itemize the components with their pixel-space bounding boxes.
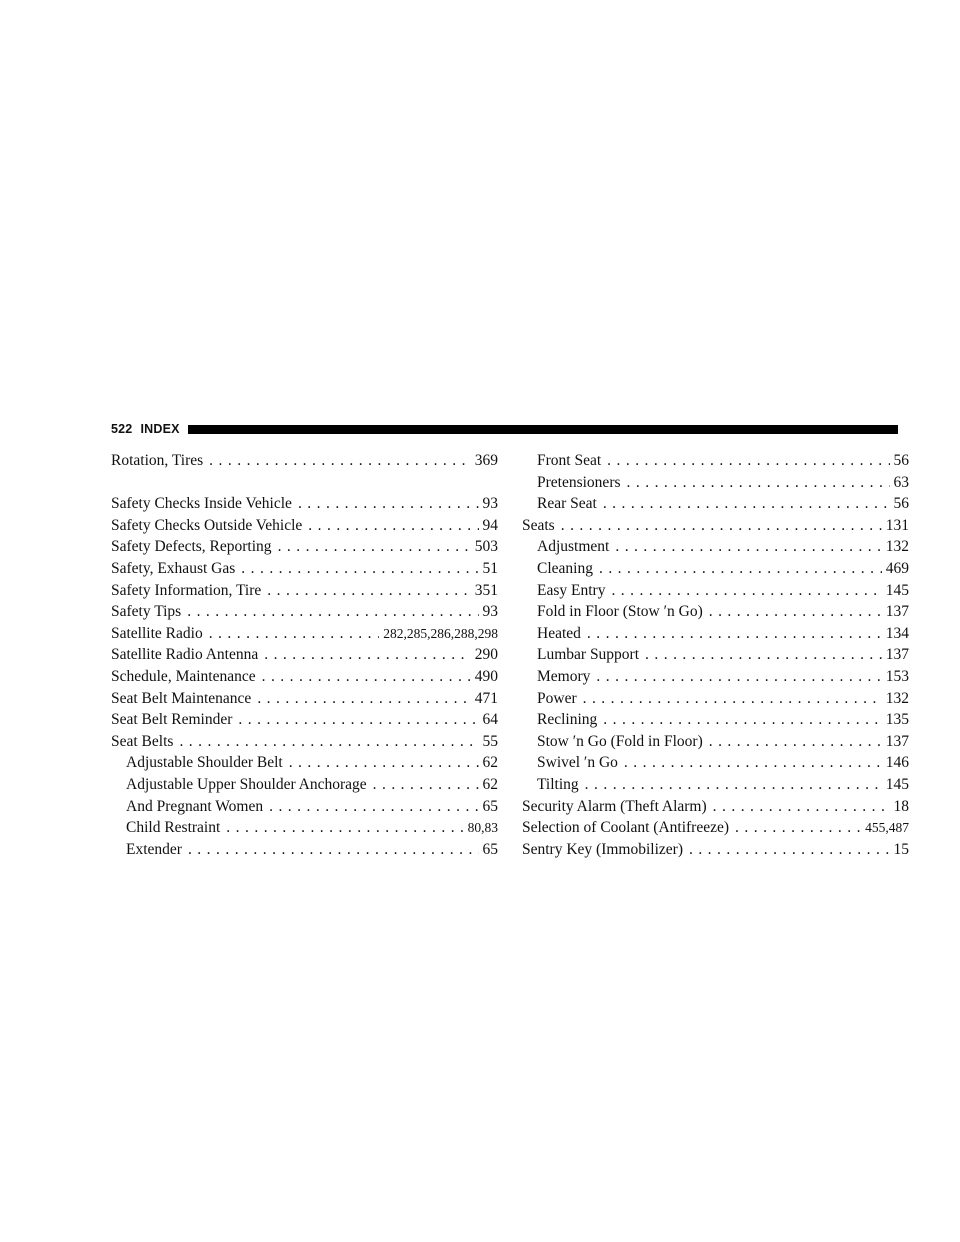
dot-leader xyxy=(627,472,890,494)
entry-term: Safety Tips xyxy=(111,603,182,621)
entry-term: Sentry Key (Immobilizer) xyxy=(522,840,683,858)
dot-leader xyxy=(596,666,881,688)
entry-term: Stow ′n Go (Fold in Floor) xyxy=(537,732,703,750)
index-subentry xyxy=(522,644,909,666)
entry-pages: 18 xyxy=(893,797,909,815)
dot-leader xyxy=(689,839,890,861)
index-entry xyxy=(111,709,498,731)
index-subentry xyxy=(111,817,498,839)
entry-term: Safety Information, Tire xyxy=(111,581,262,599)
entry-pages: 455,487 xyxy=(865,820,909,836)
entry-term: Adjustment xyxy=(537,538,610,556)
dot-leader xyxy=(624,752,882,774)
entry-pages: 145 xyxy=(885,581,909,599)
entry-pages: 56 xyxy=(893,495,909,513)
entry-term: Safety Defects, Reporting xyxy=(111,538,272,556)
index-column-left xyxy=(111,450,498,860)
index-subentry xyxy=(522,536,909,558)
dot-leader xyxy=(187,601,478,623)
entry-pages: 135 xyxy=(885,711,909,729)
index-subentry xyxy=(522,774,909,796)
dot-leader xyxy=(278,536,471,558)
entry-pages: 80,83 xyxy=(467,820,498,836)
entry-term: Safety, Exhaust Gas xyxy=(111,559,236,577)
index-entry xyxy=(111,623,498,645)
entry-term: Seat Belt Reminder xyxy=(111,711,233,729)
index-entry xyxy=(111,644,498,666)
dot-leader xyxy=(583,688,882,710)
index-entry xyxy=(522,515,909,537)
entry-term: Seat Belts xyxy=(111,732,174,750)
dot-leader xyxy=(611,580,881,602)
dot-leader xyxy=(241,558,478,580)
entry-pages: 351 xyxy=(474,581,498,599)
index-subentry xyxy=(111,796,498,818)
entry-pages: 137 xyxy=(885,646,909,664)
entry-pages: 469 xyxy=(885,559,909,577)
entry-term: Rear Seat xyxy=(537,495,597,513)
dot-leader xyxy=(238,709,478,731)
entry-pages: 503 xyxy=(474,538,498,556)
index-column-right xyxy=(522,450,909,860)
index-entry xyxy=(111,493,498,515)
dot-leader xyxy=(645,644,882,666)
entry-pages: 132 xyxy=(885,538,909,556)
entry-term: Easy Entry xyxy=(537,581,606,599)
index-subentry xyxy=(522,623,909,645)
page-header xyxy=(111,420,898,438)
entry-term: Satellite Radio xyxy=(111,624,203,642)
dot-leader xyxy=(599,558,882,580)
entry-pages: 131 xyxy=(885,516,909,534)
entry-pages: 51 xyxy=(482,559,498,577)
dot-leader xyxy=(603,709,881,731)
index-entry xyxy=(111,601,498,623)
dot-leader xyxy=(267,580,471,602)
index-subentry xyxy=(522,666,909,688)
entry-term: Child Restraint xyxy=(126,819,221,837)
entry-term: Front Seat xyxy=(537,452,602,469)
index-entry xyxy=(111,580,498,602)
dot-leader xyxy=(257,688,470,710)
index-subentry xyxy=(111,839,498,861)
index-entry xyxy=(111,558,498,580)
entry-pages: 490 xyxy=(474,667,498,685)
entry-pages: 65 xyxy=(482,797,498,815)
dot-leader xyxy=(269,796,478,818)
entry-pages: 55 xyxy=(482,732,498,750)
entry-pages: 62 xyxy=(482,754,498,772)
dot-leader xyxy=(262,666,471,688)
entry-term: And Pregnant Women xyxy=(126,797,264,815)
entry-pages: 146 xyxy=(885,754,909,772)
dot-leader xyxy=(603,493,890,515)
dot-leader xyxy=(607,450,889,472)
entry-term: Lumbar Support xyxy=(537,646,640,664)
entry-term: Seat Belt Maintenance xyxy=(111,689,252,707)
entry-pages: 137 xyxy=(885,732,909,750)
entry-term: Extender xyxy=(126,840,182,858)
index-entry xyxy=(522,839,909,861)
dot-leader xyxy=(585,774,882,796)
entry-term: Schedule, Maintenance xyxy=(111,667,256,685)
index-subentry xyxy=(522,601,909,623)
index-entry xyxy=(111,688,498,710)
entry-term: Adjustable Shoulder Belt xyxy=(126,754,283,772)
index-subentry xyxy=(522,472,909,494)
dot-leader xyxy=(709,731,882,753)
entry-pages: 369 xyxy=(474,452,498,469)
dot-leader xyxy=(587,623,882,645)
entry-pages: 153 xyxy=(885,667,909,685)
entry-term: Safety Checks Outside Vehicle xyxy=(111,516,303,534)
entry-term: Pretensioners xyxy=(537,473,621,491)
index-subentry xyxy=(522,752,909,774)
entry-pages: 137 xyxy=(885,603,909,621)
entry-term: Selection of Coolant (Antifreeze) xyxy=(522,819,730,837)
dot-leader xyxy=(179,731,478,753)
index-entry xyxy=(111,450,498,472)
index-entry xyxy=(522,796,909,818)
entry-pages: 63 xyxy=(893,473,909,491)
entry-pages: 93 xyxy=(482,495,498,513)
dot-leader xyxy=(561,515,882,537)
entry-term: Safety Checks Inside Vehicle xyxy=(111,495,292,513)
index-entry xyxy=(111,666,498,688)
entry-pages: 290 xyxy=(474,646,498,664)
entry-pages: 65 xyxy=(482,840,498,858)
entry-term: Tilting xyxy=(537,775,579,793)
entry-pages: 93 xyxy=(482,603,498,621)
index-entry xyxy=(111,536,498,558)
entry-term: Memory xyxy=(537,667,591,685)
dot-leader xyxy=(709,601,882,623)
entry-pages: 145 xyxy=(885,775,909,793)
entry-pages: 134 xyxy=(885,624,909,642)
entry-term: Cleaning xyxy=(537,559,593,577)
entry-pages: 62 xyxy=(482,775,498,793)
entry-term: Rotation, Tires xyxy=(111,452,204,469)
index-subentry xyxy=(522,731,909,753)
entry-pages: 94 xyxy=(482,516,498,534)
entry-pages: 132 xyxy=(885,689,909,707)
entry-term: Security Alarm (Theft Alarm) xyxy=(522,797,707,815)
dot-leader xyxy=(226,817,463,839)
dot-leader xyxy=(289,752,479,774)
entry-pages: 282,285,286,288,298 xyxy=(383,625,498,641)
index-subentry xyxy=(111,774,498,796)
dot-leader xyxy=(298,493,479,515)
index-entry xyxy=(111,515,498,537)
index-subentry xyxy=(522,493,909,515)
entry-pages: 15 xyxy=(893,840,909,858)
dot-leader xyxy=(209,450,471,472)
section-title: INDEX xyxy=(140,422,180,436)
entry-term: Power xyxy=(537,689,577,707)
index-subentry xyxy=(522,580,909,602)
entry-term: Seats xyxy=(522,516,555,534)
entry-pages: 56 xyxy=(893,452,909,469)
index-subentry xyxy=(522,450,909,472)
index-entry xyxy=(522,817,909,839)
index-subentry xyxy=(111,752,498,774)
index-subentry xyxy=(522,558,909,580)
entry-term: Swivel ′n Go xyxy=(537,754,618,772)
dot-leader xyxy=(308,515,478,537)
entry-pages: 471 xyxy=(474,689,498,707)
dot-leader xyxy=(264,644,471,666)
entry-term: Fold in Floor (Stow ′n Go) xyxy=(537,603,703,621)
index-subentry xyxy=(522,688,909,710)
index-entry xyxy=(111,731,498,753)
dot-leader xyxy=(735,817,861,839)
entry-term: Satellite Radio Antenna xyxy=(111,646,259,664)
dot-leader xyxy=(713,796,890,818)
dot-leader xyxy=(188,839,479,861)
index-subentry xyxy=(522,709,909,731)
entry-pages: 64 xyxy=(482,711,498,729)
entry-term: Reclining xyxy=(537,711,598,729)
dot-leader xyxy=(209,623,380,645)
dot-leader xyxy=(373,774,479,796)
header-rule xyxy=(188,425,898,434)
page-number: 522 xyxy=(111,422,133,436)
entry-term: Heated xyxy=(537,624,581,642)
entry-term: Adjustable Upper Shoulder Anchorage xyxy=(126,775,367,793)
dot-leader xyxy=(615,536,881,558)
